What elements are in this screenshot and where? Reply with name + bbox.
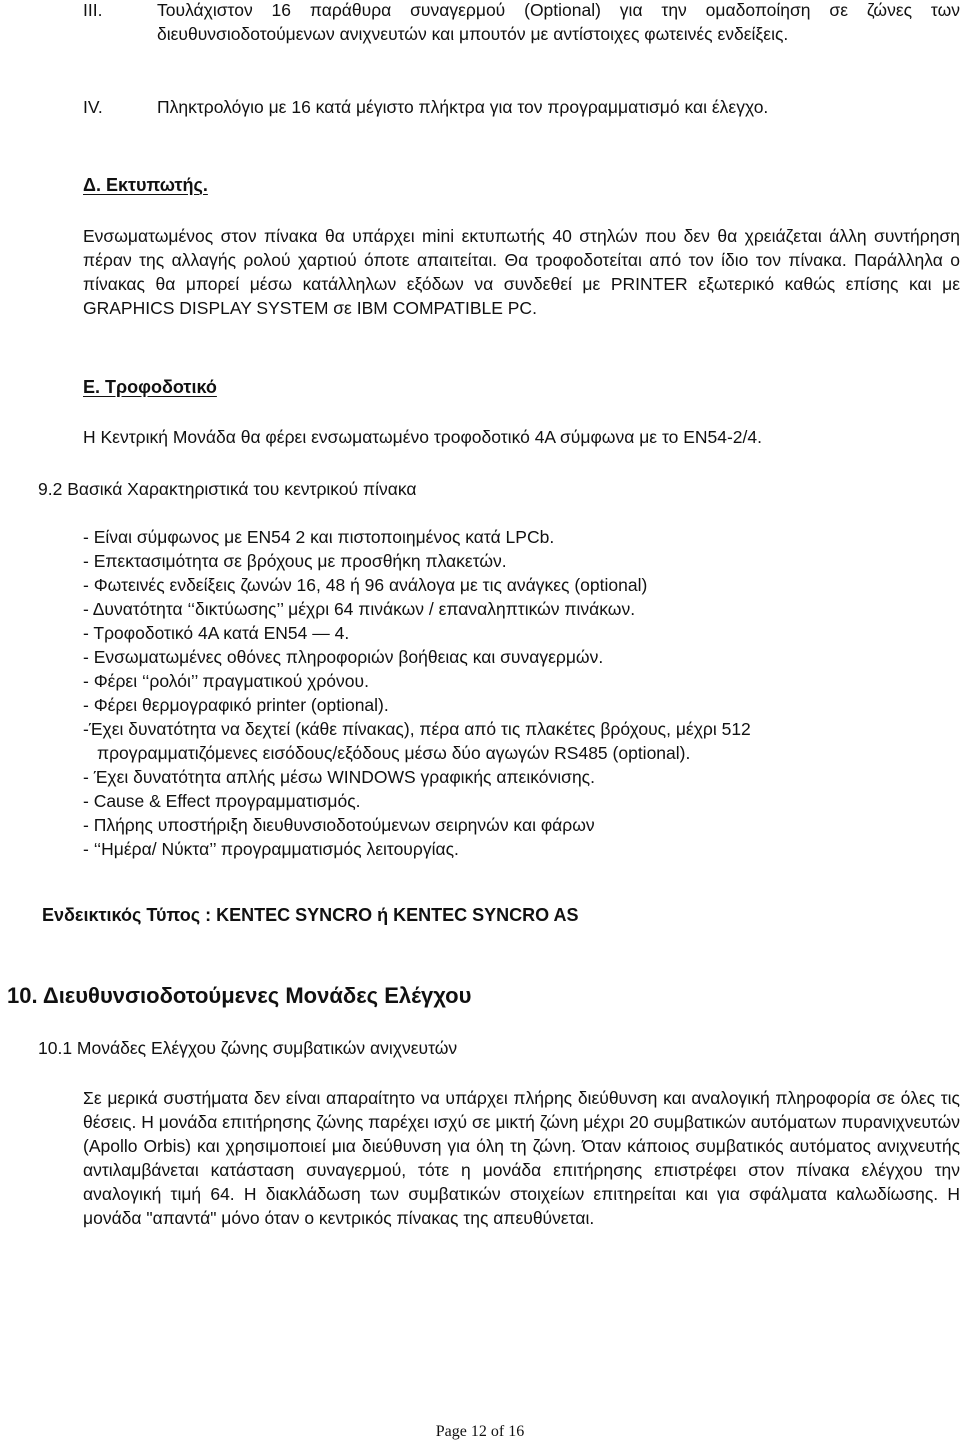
list-text: Πληκτρολόγιο με 16 κατά μέγιστο πλήκτρα για τον προγραμματισμό και έλεγχο. xyxy=(157,97,769,117)
printer-heading: Δ. Εκτυπωτής. xyxy=(83,175,208,195)
power-paragraph: Η Κεντρική Μονάδα θα φέρει ενσωματωμένο τροφοδοτικό 4Α σύμφωνα με το ΕΝ54-2/4. xyxy=(83,427,762,447)
list-item: - Cause & Effect προγραμματισμός. xyxy=(83,791,361,811)
list-item: -Έχει δυνατότητα να δεχτεί (κάθε πίνακας), πέρα από τις πλακέτες βρόχους, μέχρι 512 xyxy=(83,719,751,739)
list-item: - Δυνατότητα ‘‘δικτύωσης’’ μέχρι 64 πινάκων / επαναληπτικών πινάκων. xyxy=(83,599,636,619)
list-item: - Είναι σύμφωνος με ΕΝ54 2 και πιστοποιημένος κατά LPCb. xyxy=(83,527,555,547)
list-item: - Έχει δυνατότητα απλής μέσω WINDOWS γραφικής απεικόνισης. xyxy=(83,767,595,787)
list-item: - Φέρει ‘‘ρολόι’’ πραγματικού χρόνου. xyxy=(83,671,369,691)
section-10-heading xyxy=(7,982,960,1010)
list-item: - Φέρει θερμογραφικό printer (optional). xyxy=(83,695,389,715)
product-type-line: Ενδεικτικός Τύπος : KENTEC SYNCRO ή KENTEC SYNCRO AS xyxy=(42,905,579,925)
list-item: - ‘‘Ημέρα/ Νύκτα’’ προγραμματισμός λειτουργίας. xyxy=(83,839,459,859)
printer-paragraph: Ενσωματωμένος στον πίνακα θα υπάρχει mini εκτυπωτής 40 στηλών που δεν θα χρειάζεται άλλη συντήρηση πέραν της αλλαγής ρολού χαρτιού όποτε απαιτείται. Θα τροφοδοτείται από τον ίδιο τον πίνακα. Παράλληλα ο πίνακας θα μπορεί μέσω κατάλληλων εξόδων να συνδεθεί με PRINTER εξωτερικό καθώς επίσης και με GRAPHICS DISPLAY SYSTEM σε IBM COMPATIBLE PC. xyxy=(83,226,960,318)
list-item-continuation: προγραμματιζόμενες εισόδους/εξόδους μέσω δύο αγωγών RS485 (optional). xyxy=(97,743,691,763)
features-list xyxy=(83,525,960,861)
list-item: - Πλήρης υποστήριξη διευθυνσιοδοτούμενων σειρηνών και φάρων xyxy=(83,815,595,835)
list-item: - Ενσωματωμένες οθόνες πληροφοριών βοήθειας και συναγερμών. xyxy=(83,647,604,667)
power-heading: Ε. Τροφοδοτικό xyxy=(83,377,217,397)
page-footer: Page 12 of 16 xyxy=(435,1423,525,1440)
section-10-title: 10. Διευθυνσιοδοτούμενες Μονάδες Ελέγχου xyxy=(7,983,472,1008)
list-item: - Φωτεινές ενδείξεις ζωνών 16, 48 ή 96 ανάλογα με τις ανάγκες (optional) xyxy=(83,575,648,595)
section-10-1-paragraph: Σε μερικά συστήματα δεν είναι απαραίτητο να υπάρχει πλήρης διεύθυνση και αναλογική πληροφορία σε όλες τις θέσεις. Η μονάδα επιτήρησης ζώνης παρέχει ισχύ σε μικτή ζώνη μέχρι 20 συμβατικών αυτόματων πυρανιχνευτών (Apollo Orbis) και χρησιμοποιεί μια διεύθυνση για όλη τη ζώνη. Όταν κάποιος συμβατικός αυτόματος ανιχνευτής αντιλαμβάνεται κατάσταση συναγερμού, τότε η μονάδα επιτήρησης επιστρέφει στον πίνακα ελέγχου την αναλογική τιμή 64. Η διακλάδωση των συμβατικών στοιχείων επιτηρείται και για σφάλματα καλωδίωσης. Η μονάδα "απαντά" μόνο όταν ο κεντρικός πίνακας της απευθύνεται. xyxy=(83,1088,960,1228)
section-9-2-heading: 9.2 Βασικά Χαρακτηριστικά του κεντρικού πίνακα xyxy=(38,479,417,499)
list-number: III. xyxy=(83,0,103,20)
section-10-1-heading: 10.1 Μονάδες Ελέγχου ζώνης συμβατικών ανιχνευτών xyxy=(38,1038,458,1058)
list-number: IV. xyxy=(83,97,103,117)
list-item: - Τροφοδοτικό 4Α κατά ΕΝ54 — 4. xyxy=(83,623,350,643)
list-text: Τουλάχιστον 16 παράθυρα συναγερμού (Optional) για την ομαδοποίηση σε ζώνες των διευθυνσιοδοτούμενων ανιχνευτών και μπουτόν με αντίστοιχες φωτεινές ενδείξεις. xyxy=(157,0,960,44)
list-item: - Επεκτασιμότητα σε βρόχους με προσθήκη πλακετών. xyxy=(83,551,507,571)
